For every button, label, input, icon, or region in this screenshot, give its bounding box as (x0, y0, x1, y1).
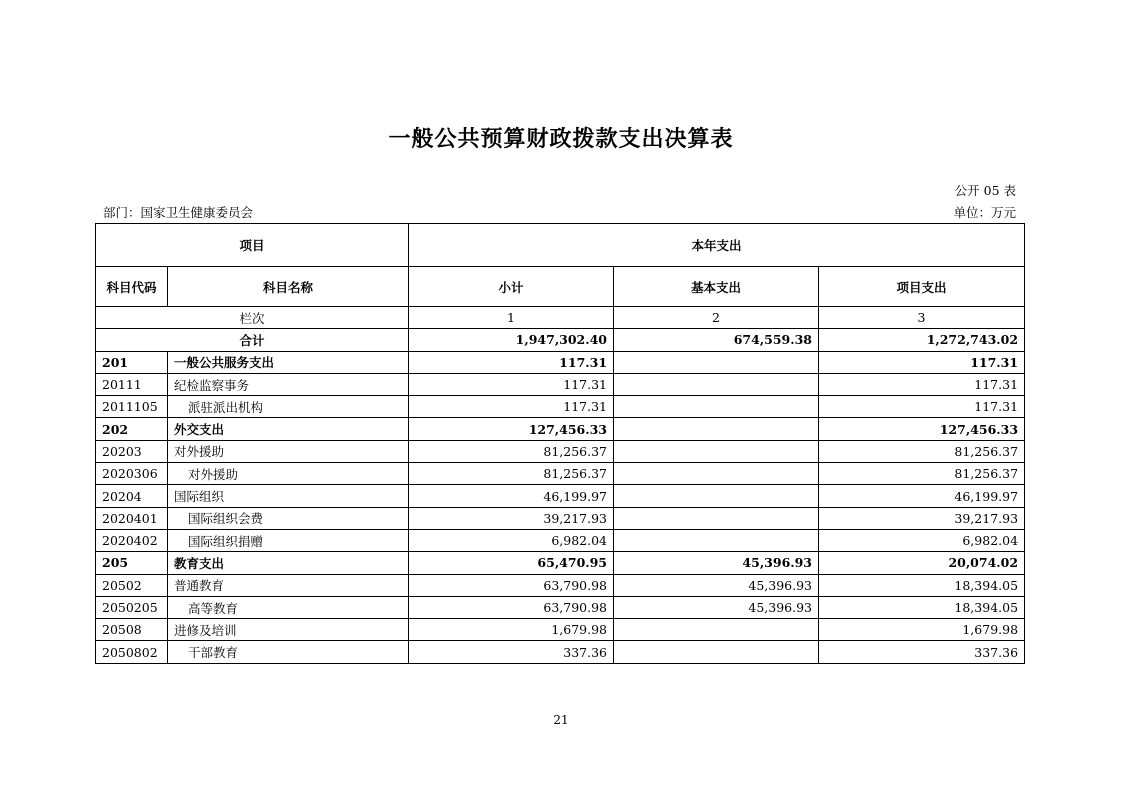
row-subtotal: 6,982.04 (409, 529, 614, 551)
header-current-year: 本年支出 (409, 224, 1025, 267)
row-name: 高等教育 (168, 596, 409, 618)
page-title: 一般公共预算财政拨款支出决算表 (388, 126, 734, 152)
header-code: 科目代码 (96, 267, 168, 307)
row-basic: 45,396.93 (614, 596, 819, 618)
department-label: 部门：国家卫生健康委员会 (103, 205, 254, 220)
row-subtotal: 117.31 (409, 396, 614, 418)
header-name: 科目名称 (168, 267, 409, 307)
row-subtotal: 46,199.97 (409, 485, 614, 507)
row-subtotal: 117.31 (409, 351, 614, 373)
table-row (96, 641, 1025, 663)
row-name: 纪检监察事务 (168, 373, 409, 395)
row-name: 国际组织捐赠 (168, 529, 409, 551)
table-row (96, 596, 1025, 618)
total-row (96, 329, 1025, 351)
row-name: 进修及培训 (168, 619, 409, 641)
row-name: 教育支出 (168, 552, 409, 574)
row-project: 117.31 (819, 373, 1025, 395)
row-code: 20111 (96, 373, 168, 395)
row-name: 对外援助 (168, 440, 409, 462)
row-code: 20203 (96, 440, 168, 462)
row-basic: 45,396.93 (614, 574, 819, 596)
table-row (96, 552, 1025, 574)
header-row-2 (96, 267, 1025, 307)
row-subtotal: 127,456.33 (409, 418, 614, 440)
row-name: 外交支出 (168, 418, 409, 440)
row-name: 国际组织会费 (168, 507, 409, 529)
row-project: 81,256.37 (819, 463, 1025, 485)
page-number: 21 (553, 713, 569, 727)
row-code: 2020401 (96, 507, 168, 529)
row-subtotal: 117.31 (409, 373, 614, 395)
row-code: 2050802 (96, 641, 168, 663)
row-code: 202 (96, 418, 168, 440)
row-name: 国际组织 (168, 485, 409, 507)
row-subtotal: 337.36 (409, 641, 614, 663)
table-row (96, 440, 1025, 462)
row-project: 20,074.02 (819, 552, 1025, 574)
row-basic (614, 463, 819, 485)
table-row (96, 396, 1025, 418)
header-item: 项目 (96, 224, 409, 267)
row-basic (614, 485, 819, 507)
row-basic (614, 440, 819, 462)
row-basic: 45,396.93 (614, 552, 819, 574)
row-code: 2020306 (96, 463, 168, 485)
row-project: 6,982.04 (819, 529, 1025, 551)
column-index-label: 栏次 (96, 307, 409, 329)
column-index-3: 3 (819, 307, 1025, 329)
row-code: 2020402 (96, 529, 168, 551)
row-project: 18,394.05 (819, 596, 1025, 618)
row-code: 20508 (96, 619, 168, 641)
row-basic (614, 641, 819, 663)
row-project: 337.36 (819, 641, 1025, 663)
table-row (96, 418, 1025, 440)
table-row (96, 351, 1025, 373)
row-code: 201 (96, 351, 168, 373)
row-subtotal: 63,790.98 (409, 596, 614, 618)
row-name: 干部教育 (168, 641, 409, 663)
column-index-1: 1 (409, 307, 614, 329)
row-code: 2011105 (96, 396, 168, 418)
header-subtotal: 小计 (409, 267, 614, 307)
row-subtotal: 81,256.37 (409, 440, 614, 462)
row-code: 205 (96, 552, 168, 574)
table-row (96, 507, 1025, 529)
expenditure-table (95, 223, 1025, 664)
total-subtotal: 1,947,302.40 (409, 329, 614, 351)
total-basic: 674,559.38 (614, 329, 819, 351)
header-row-1 (96, 224, 1025, 267)
row-basic (614, 529, 819, 551)
total-label: 合计 (96, 329, 409, 351)
row-basic (614, 619, 819, 641)
column-index-row (96, 307, 1025, 329)
table-row (96, 529, 1025, 551)
row-project: 18,394.05 (819, 574, 1025, 596)
row-project: 117.31 (819, 351, 1025, 373)
row-project: 81,256.37 (819, 440, 1025, 462)
row-project: 46,199.97 (819, 485, 1025, 507)
row-name: 一般公共服务支出 (168, 351, 409, 373)
row-name: 对外援助 (168, 463, 409, 485)
row-subtotal: 1,679.98 (409, 619, 614, 641)
header-basic: 基本支出 (614, 267, 819, 307)
row-code: 20204 (96, 485, 168, 507)
row-subtotal: 65,470.95 (409, 552, 614, 574)
row-project: 39,217.93 (819, 507, 1025, 529)
row-subtotal: 39,217.93 (409, 507, 614, 529)
row-project: 1,679.98 (819, 619, 1025, 641)
row-basic (614, 507, 819, 529)
total-project: 1,272,743.02 (819, 329, 1025, 351)
row-subtotal: 81,256.37 (409, 463, 614, 485)
row-basic (614, 396, 819, 418)
row-basic (614, 418, 819, 440)
column-index-2: 2 (614, 307, 819, 329)
row-subtotal: 63,790.98 (409, 574, 614, 596)
row-basic (614, 373, 819, 395)
row-project: 117.31 (819, 396, 1025, 418)
table-row (96, 373, 1025, 395)
row-basic (614, 351, 819, 373)
row-code: 2050205 (96, 596, 168, 618)
row-name: 派驻派出机构 (168, 396, 409, 418)
unit-label: 单位：万元 (953, 205, 1016, 220)
row-project: 127,456.33 (819, 418, 1025, 440)
table-row (96, 574, 1025, 596)
row-name: 普通教育 (168, 574, 409, 596)
table-row (96, 485, 1025, 507)
table-row (96, 463, 1025, 485)
table-row (96, 619, 1025, 641)
row-code: 20502 (96, 574, 168, 596)
header-project: 项目支出 (819, 267, 1025, 307)
form-number: 公开 05 表 (954, 183, 1016, 198)
